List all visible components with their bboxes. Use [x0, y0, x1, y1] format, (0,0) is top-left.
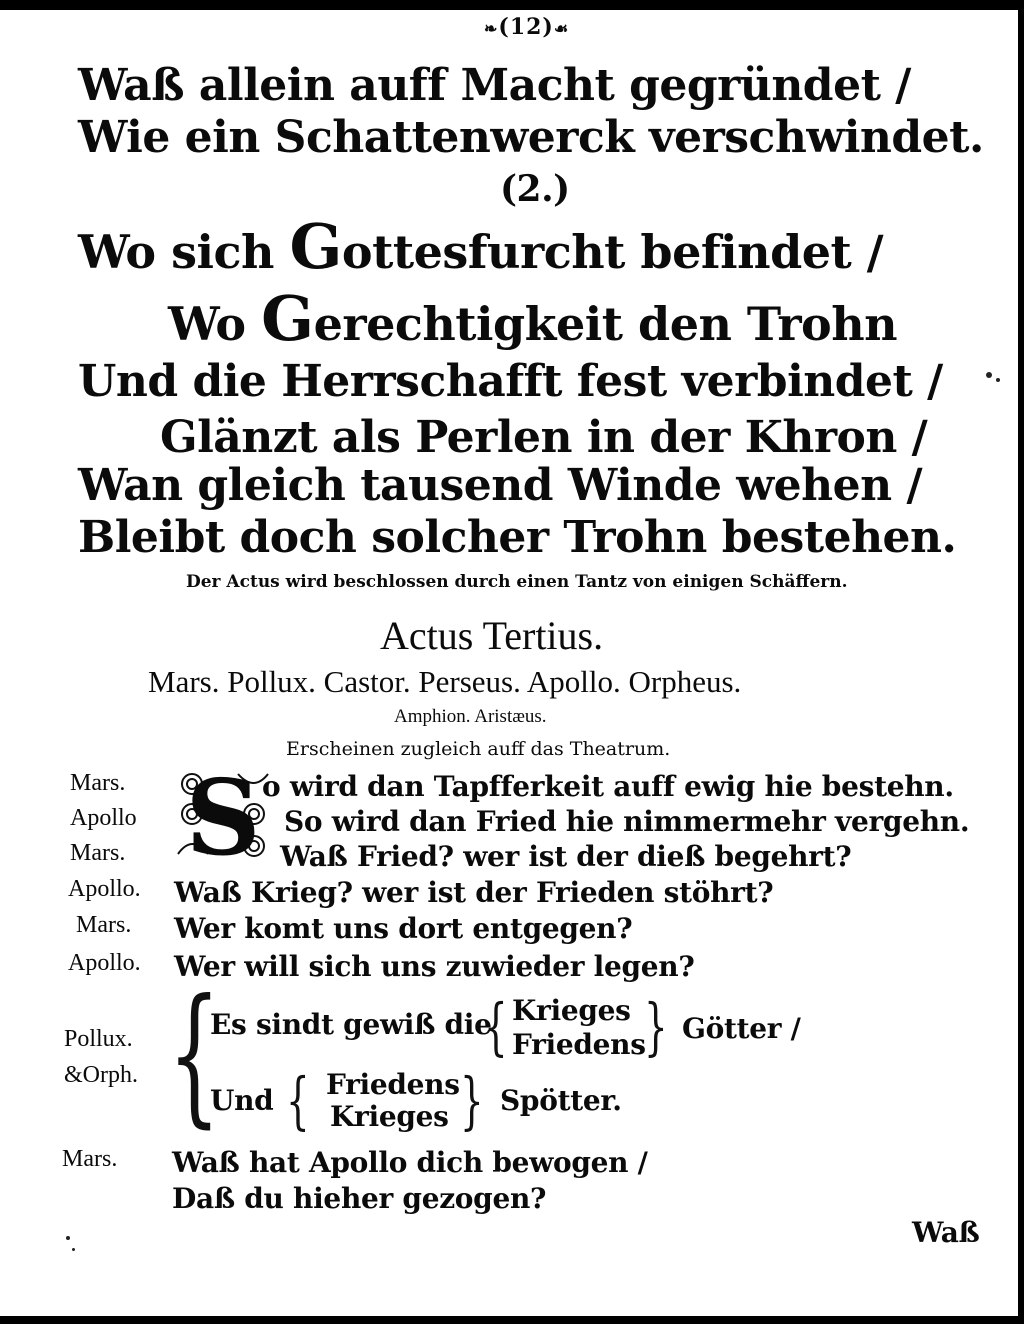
dialogue-line: o wird dan Tapfferkeit auff ewig hie bestehn.: [262, 770, 954, 803]
dialogue-line: Waß Krieg? wer ist der Frieden stöhrt?: [174, 876, 774, 909]
speaker-label: Mars.: [70, 840, 126, 866]
chorus-line-1-stack-bottom: Friedens: [512, 1028, 646, 1061]
chorus-line-2-stack-top: Friedens: [326, 1068, 460, 1101]
verse-line-5: Und die Herrschafft fest verbindet /: [78, 356, 943, 407]
verse-line-3: [78, 210, 883, 283]
ornament-left-icon: ❧: [484, 19, 499, 38]
speaker-label: Apollo.: [68, 950, 141, 976]
verse-line-1: Waß allein auff Macht gegründet /: [78, 60, 911, 111]
scan-speck: [72, 1248, 75, 1251]
chorus-line-1-start: Es sindt gewiß die: [210, 1008, 492, 1041]
brace-left-icon: {: [484, 990, 508, 1063]
verse-line-6: Glänzt als Perlen in der Khron /: [160, 412, 928, 463]
verse-line-4-b: erechtigkeit den Trohn: [313, 297, 898, 351]
verse-line-3-a: Wo sich: [78, 225, 290, 279]
stage-direction: Der Actus wird beschlossen durch einen Tantz von einigen Schäffern.: [186, 572, 848, 592]
scan-speck: [996, 378, 1000, 382]
brace-right-icon: }: [644, 990, 668, 1063]
large-brace-icon: {: [168, 968, 221, 1142]
dialogue-line: So wird dan Fried hie nimmermehr vergehn.: [284, 805, 970, 838]
drop-cap-ornament: [172, 762, 274, 868]
dialogue-line: Wer komt uns dort entgegen?: [174, 912, 633, 945]
verse-line-8: Bleibt doch solcher Trohn bestehen.: [78, 512, 957, 563]
dialogue-line: Daß du hieher gezogen?: [172, 1182, 547, 1215]
scan-speck: [986, 372, 992, 378]
verse-line-4-a: Wo: [168, 297, 262, 351]
stanza-number: (2.): [500, 168, 570, 210]
page-number: [484, 14, 569, 40]
scan-top-border: [0, 0, 1024, 10]
dialogue-line: Waß hat Apollo dich bewogen /: [172, 1146, 648, 1179]
verse-line-4-initial: G: [261, 282, 314, 355]
chorus-line-2-end: Spötter.: [500, 1084, 622, 1117]
drop-cap-letter: S: [185, 762, 261, 868]
dialogue-line: Waß Fried? wer ist der dieß begehrt?: [280, 840, 852, 873]
speaker-label: Mars.: [62, 1146, 118, 1172]
appear-direction: Erscheinen zugleich auff das Theatrum.: [286, 738, 671, 760]
scan-speck: [66, 1236, 70, 1240]
chorus-line-2-start: Und: [210, 1084, 274, 1117]
brace-left-icon: {: [286, 1064, 310, 1137]
speaker-label: Mars.: [76, 912, 132, 938]
verse-line-4: [168, 282, 897, 355]
speaker-label: Mars.: [70, 770, 126, 796]
page-number-text: (12): [498, 14, 554, 40]
chorus-line-1-end: Götter /: [682, 1012, 801, 1045]
verse-line-7: Wan gleich tausend Winde wehen /: [78, 460, 923, 511]
ornament-right-icon: ☙: [553, 19, 570, 38]
speaker-label: Apollo: [70, 805, 137, 831]
catchword: Waß: [912, 1216, 980, 1249]
chorus-line-1-stack-top: Krieges: [512, 994, 631, 1027]
chorus-speaker-2: &Orph.: [64, 1062, 138, 1088]
character-list-line-1: Mars. Pollux. Castor. Perseus. Apollo. Orpheus.: [148, 664, 742, 699]
verse-line-3-b: ottesfurcht befindet /: [341, 225, 884, 279]
brace-right-icon: }: [460, 1064, 484, 1137]
chorus-line-2-stack-bottom: Krieges: [330, 1100, 449, 1133]
speaker-label: Apollo.: [68, 876, 141, 902]
scan-bottom-border: [0, 1316, 1024, 1324]
verse-line-3-initial: G: [289, 210, 342, 283]
chorus-speaker-1: Pollux.: [64, 1026, 133, 1052]
act-title: Actus Tertius.: [380, 613, 604, 658]
character-list-line-2: Amphion. Aristæus.: [394, 706, 547, 727]
verse-line-2: Wie ein Schattenwerck verschwindet.: [78, 112, 984, 163]
scan-right-border: [1018, 0, 1024, 1324]
dialogue-line: Wer will sich uns zuwieder legen?: [174, 950, 695, 983]
